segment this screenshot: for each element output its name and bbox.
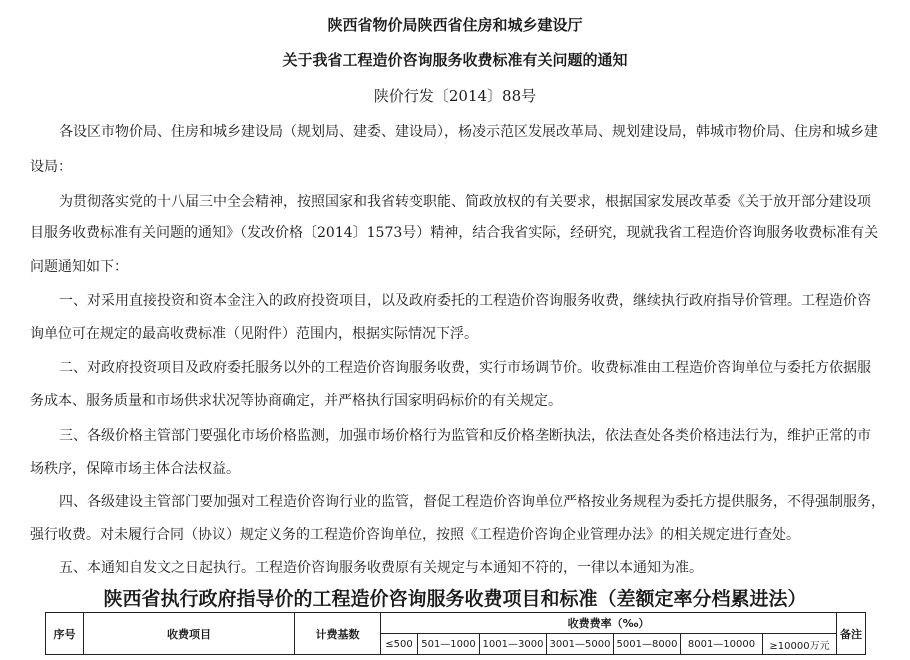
paragraph-line: 问题通知如下： — [30, 259, 128, 275]
paragraph-line: 各设区市物价局、住房和城乡建设局（规划局、建委、建设局），杨凌示范区发展改革局、规划建设局，韩城市物价局、住房和城乡建 — [59, 124, 878, 140]
paragraph-line: 二、对政府投资项目及政府委托服务以外的工程造价咨询服务收费，实行市场调节价。收费标准由工程造价咨询单位与委托方依据服 — [59, 360, 871, 376]
paragraph-line: 为贯彻落实党的十八届三中全会精神，按照国家和我省转变职能、简政放权的有关要求，根据国家发展改革委《关于放开部分建设项 — [59, 194, 871, 210]
table-header-row — [46, 613, 866, 634]
notice-title: 关于我省工程造价咨询服务收费标准有关问题的通知 — [282, 51, 628, 69]
issuer-heading: 陕西省物价局陕西省住房和城乡建设厅 — [327, 16, 583, 34]
header-base: 计费基数 — [295, 613, 381, 655]
paragraph-line: 询单位可在规定的最高收费标准（见附件）范围内，根据实际情况下浮。 — [30, 326, 478, 342]
paragraph-line: 目服务收费标准有关问题的通知》（发改价格〔2014〕1573号）精神，结合我省实际，经研究，现就我省工程造价咨询服务收费标准有关 — [30, 225, 879, 241]
bracket-cell: ≥10000万元 — [763, 634, 837, 655]
header-rate: 收费费率（‰） — [381, 613, 837, 634]
bracket-cell: ≤500 — [381, 634, 418, 655]
fee-table-title: 陕西省执行政府指导价的工程造价咨询服务收费项目和标准（差额定率分档累进法） — [103, 588, 807, 610]
paragraph-line: 设局： — [30, 159, 72, 175]
header-item: 收费项目 — [84, 613, 295, 655]
bracket-cell: 5001—8000 — [614, 634, 681, 655]
paragraph-line: 五、本通知自发文之日起执行。工程造价咨询服务收费原有关规定与本通知不符的，一律以本通知为准。 — [59, 560, 703, 576]
paragraph-line: 强行收费。对未履行合同（协议）规定义务的工程造价咨询单位，按照《工程造价咨询企业管理办法》的相关规定进行查处。 — [30, 527, 800, 543]
paragraph-line: 务成本、服务质量和市场供求状况等协商确定，并严格执行国家明码标价的有关规定。 — [30, 393, 562, 409]
paragraph-line: 场秩序，保障市场主体合法权益。 — [30, 461, 240, 477]
paragraph-line: 三、各级价格主管部门要强化市场价格监测，加强市场价格行为监管和反价格垄断执法，依法查处各类价格违法行为，维护正常的市 — [59, 428, 871, 444]
bracket-cell: 3001—5000 — [547, 634, 614, 655]
header-seq: 序号 — [46, 613, 84, 655]
document-number: 陕价行发〔2014〕88号 — [373, 87, 537, 105]
paragraph-line: 四、各级建设主管部门要加强对工程造价咨询行业的监管，督促工程造价咨询单位严格按业务规程为委托方提供服务，不得强制服务， — [59, 494, 885, 510]
fee-schedule-table — [45, 612, 866, 655]
header-note: 备注 — [837, 613, 866, 655]
bracket-cell: 1001—3000 — [480, 634, 547, 655]
bracket-cell: 501—1000 — [418, 634, 480, 655]
paragraph-line: 一、对采用直接投资和资本金注入的政府投资项目，以及政府委托的工程造价咨询服务收费，继续执行政府指导价管理。工程造价咨 — [59, 293, 871, 309]
bracket-cell: 8001—10000 — [681, 634, 763, 655]
